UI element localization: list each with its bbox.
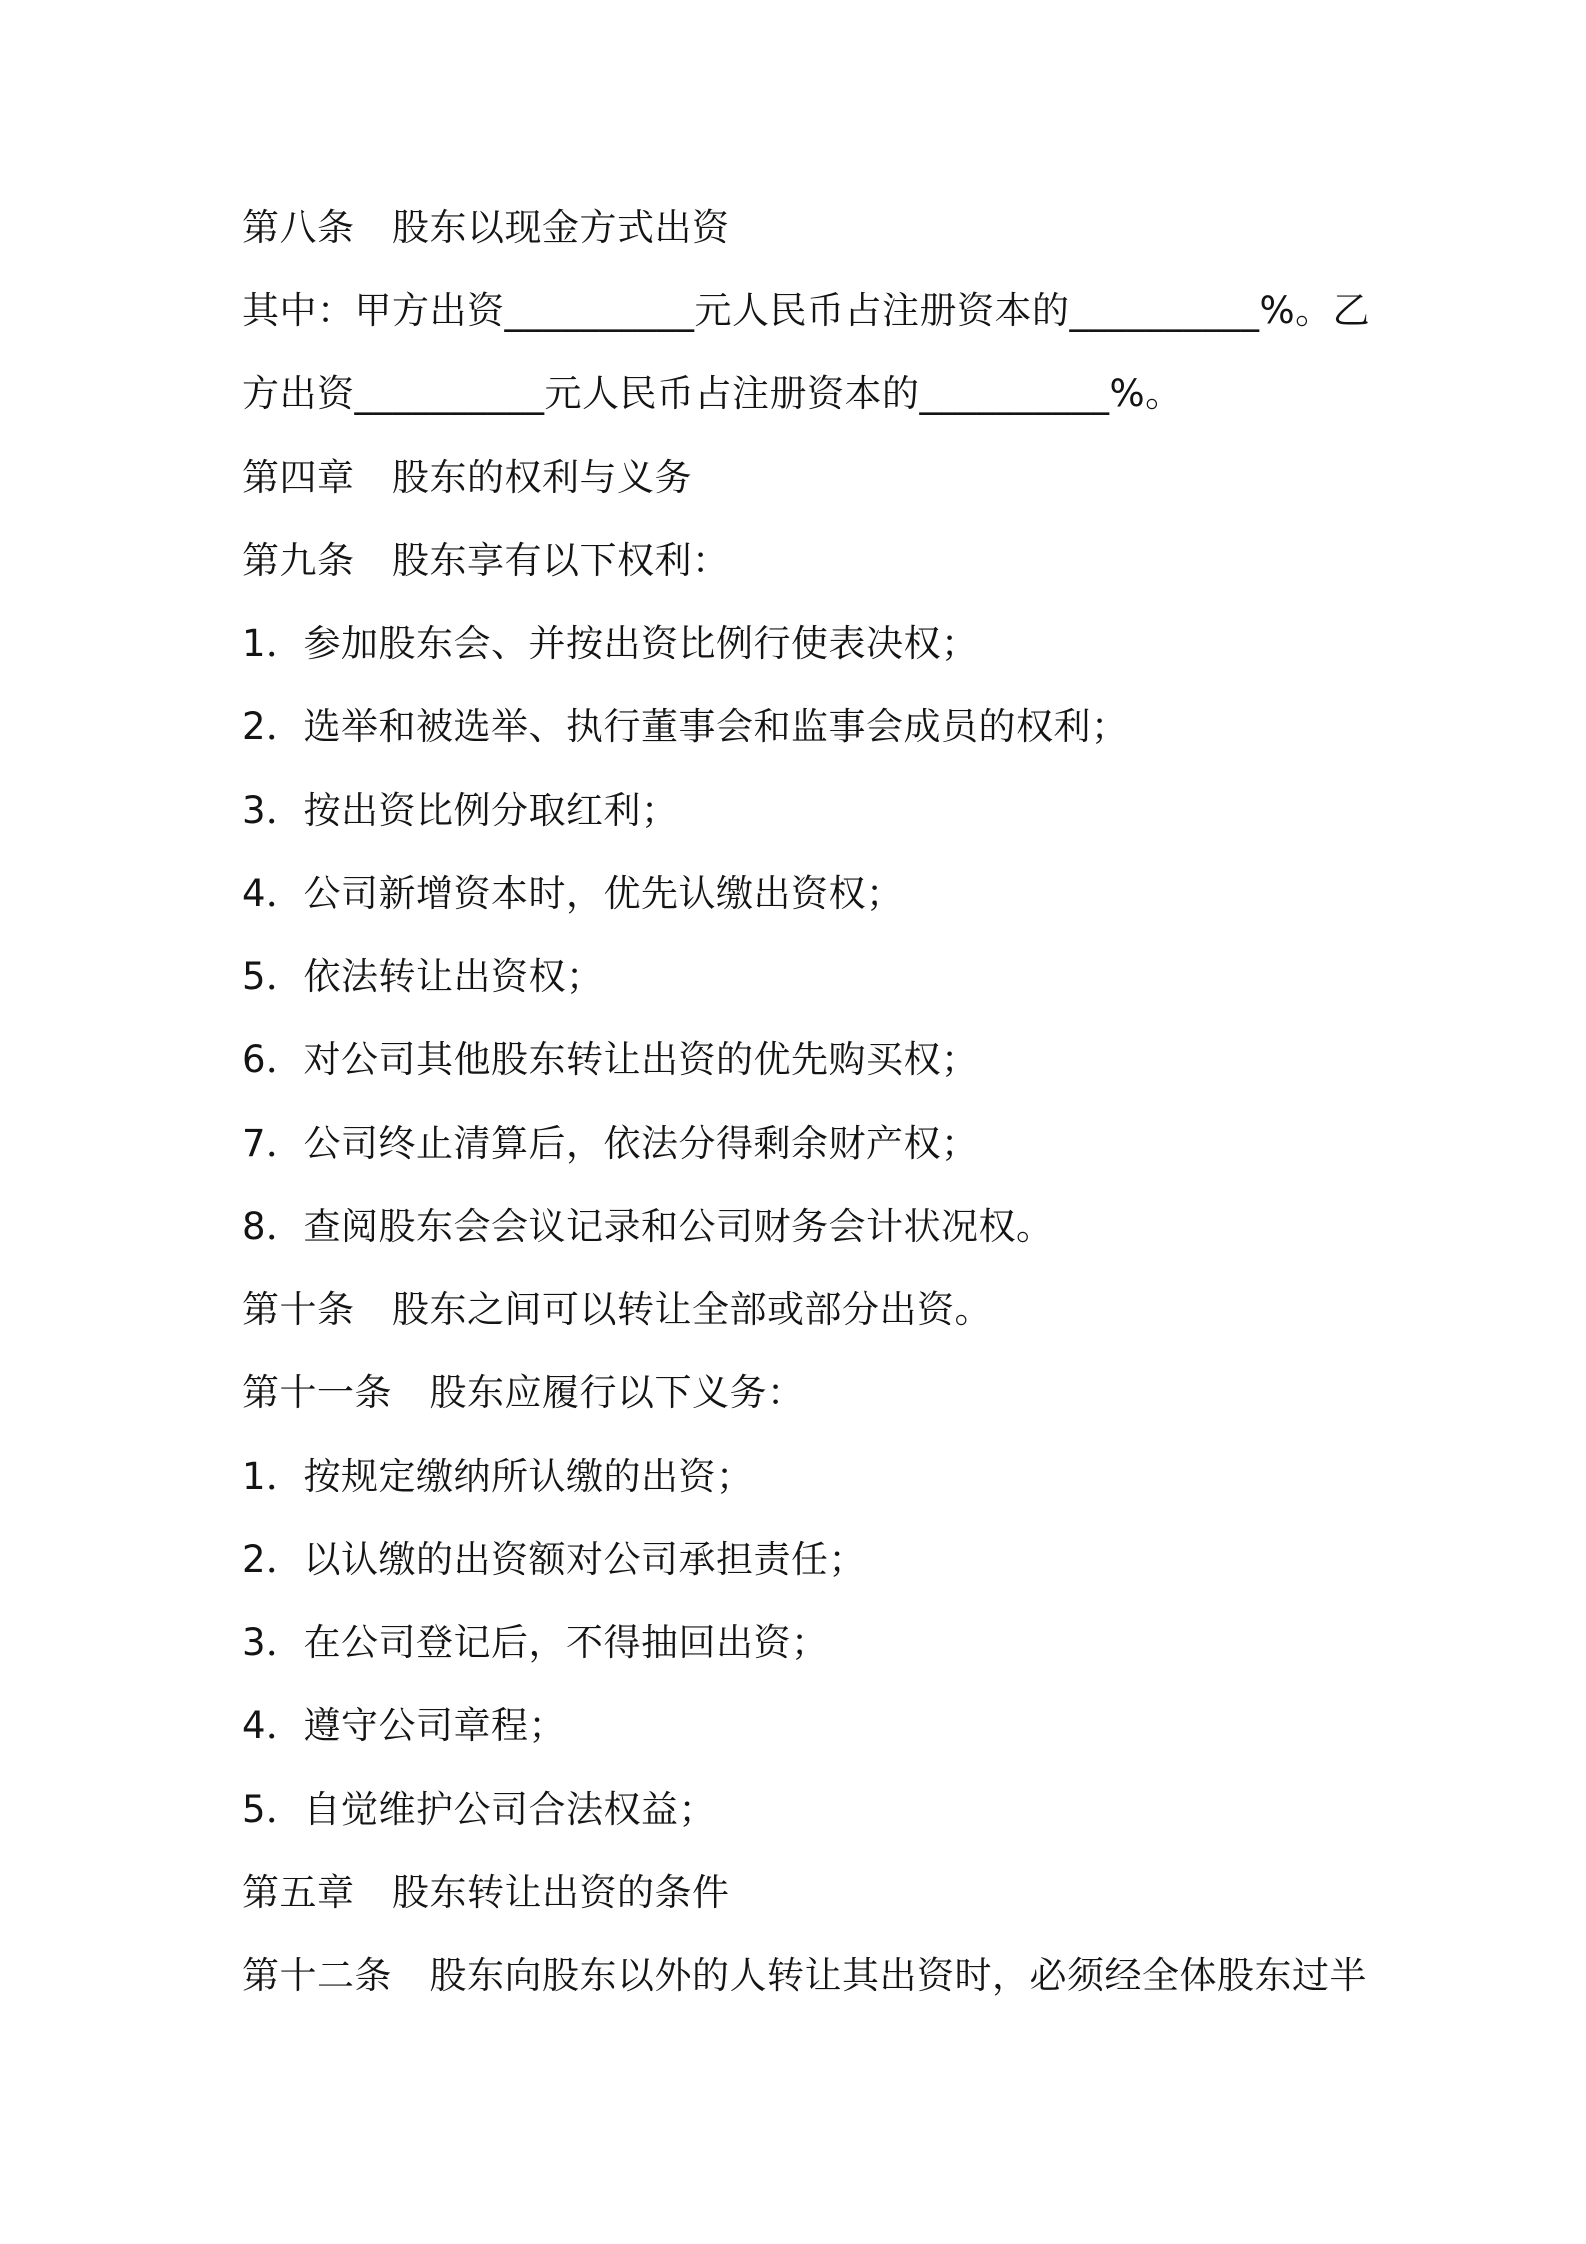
right-item-2: 2．选举和被选举、执行董事会和监事会成员的权利； — [242, 705, 1129, 748]
duty-item-1: 1．按规定缴纳所认缴的出资； — [242, 1455, 754, 1498]
right-item-3: 3．按出资比例分取红利； — [242, 789, 679, 832]
article-8-text-line-2: 方出资__________元人民币占注册资本的__________%。 — [242, 372, 1183, 415]
article-8-text-line-1: 其中：甲方出资__________元人民币占注册资本的__________%。乙 — [242, 289, 1371, 332]
article-12-text: 第十二条 股东向股东以外的人转让其出资时，必须经全体股东过半 — [242, 1954, 1367, 1997]
right-item-7: 7．公司终止清算后，依法分得剩余财产权； — [242, 1122, 979, 1165]
duty-item-2: 2．以认缴的出资额对公司承担责任； — [242, 1538, 867, 1581]
right-item-1: 1．参加股东会、并按出资比例行使表决权； — [242, 622, 979, 665]
duty-item-5: 5．自觉维护公司合法权益； — [242, 1788, 717, 1831]
chapter-4-heading: 第四章 股东的权利与义务 — [242, 456, 692, 499]
chapter-5-heading: 第五章 股东转让出资的条件 — [242, 1871, 730, 1914]
duty-item-4: 4．遵守公司章程； — [242, 1704, 567, 1747]
article-10: 第十条 股东之间可以转让全部或部分出资。 — [242, 1288, 992, 1331]
right-item-4: 4．公司新增资本时，优先认缴出资权； — [242, 872, 904, 915]
article-11-heading: 第十一条 股东应履行以下义务： — [242, 1371, 805, 1414]
article-8-heading: 第八条 股东以现金方式出资 — [242, 206, 730, 249]
article-9-heading: 第九条 股东享有以下权利： — [242, 539, 730, 582]
right-item-6: 6．对公司其他股东转让出资的优先购买权； — [242, 1038, 979, 1081]
right-item-5: 5．依法转让出资权； — [242, 955, 604, 998]
duty-item-3: 3．在公司登记后，不得抽回出资； — [242, 1621, 829, 1664]
right-item-8: 8．查阅股东会会议记录和公司财务会计状况权。 — [242, 1205, 1054, 1248]
